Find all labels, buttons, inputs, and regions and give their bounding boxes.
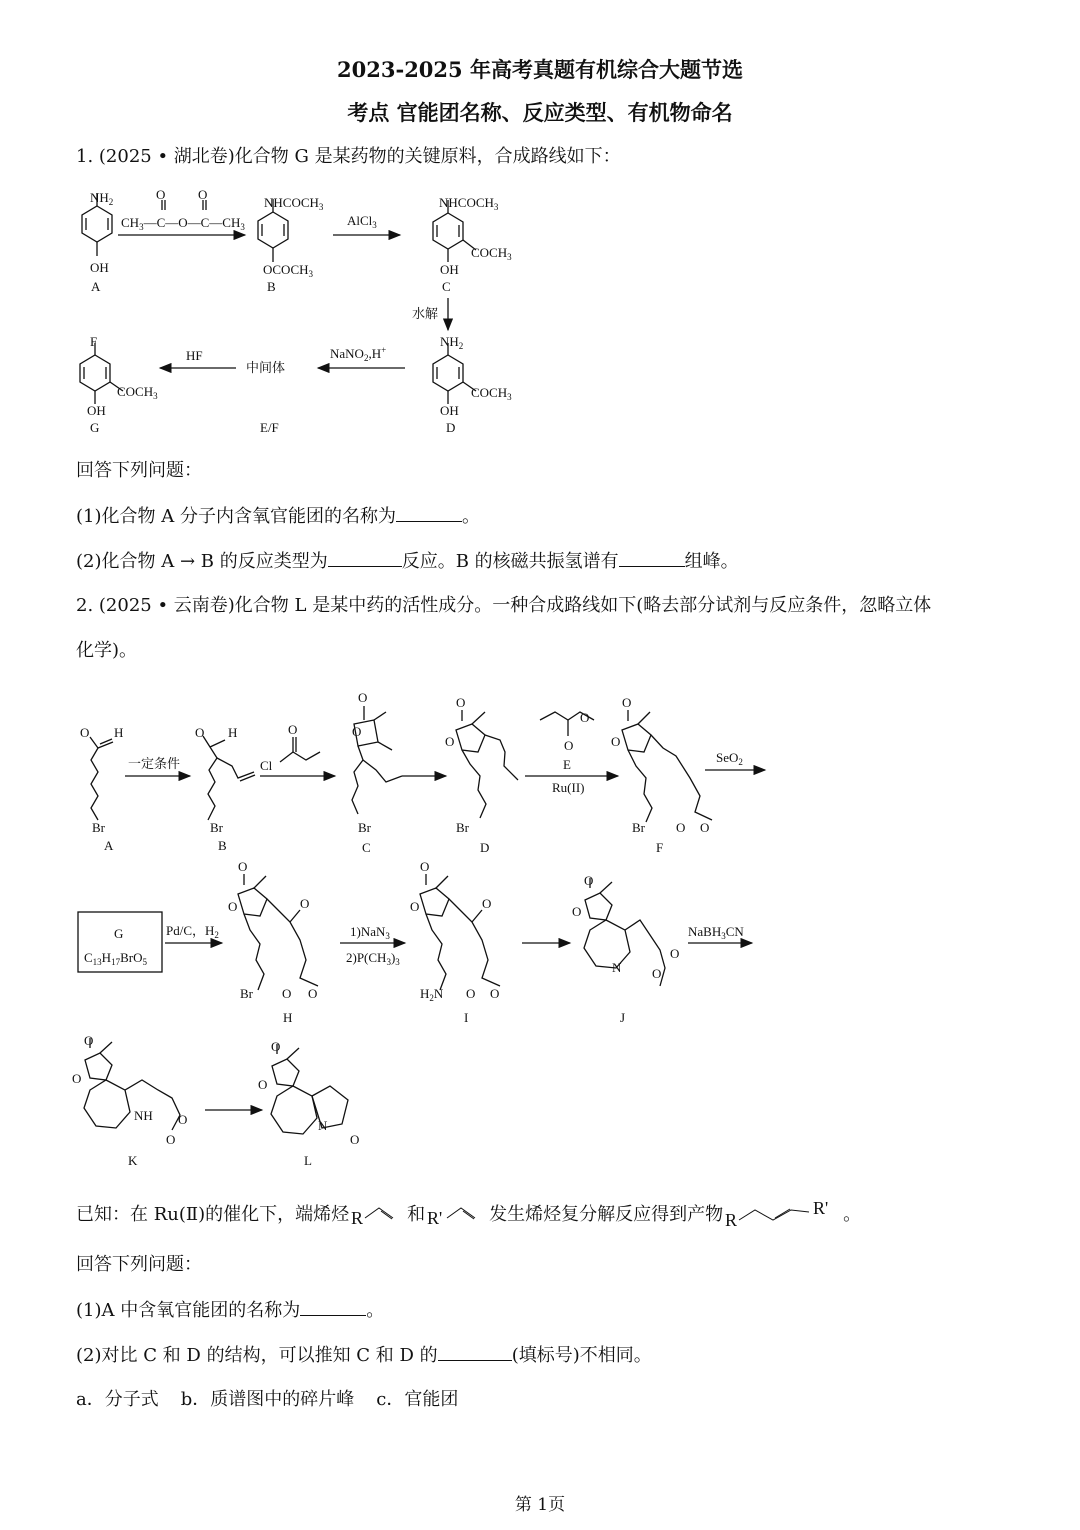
svg-text:COCH3: $COCH_3$ [471,245,512,262]
svg-text:O: O [670,946,680,961]
q2-stem-line-1: 2. (2025 • 云南卷)化合物 L 是某中药的活性成分。一种合成路线如下(略去部分试剂与反应条件，忽略立体 [76,595,932,616]
svg-text:O: O [456,695,466,710]
svg-text:O: O [611,734,621,749]
q2-stem-line-2: 化学)。 [76,640,138,661]
q2-label-i: I [464,1010,469,1025]
svg-text:O: O [572,904,582,919]
svg-text:O: O [580,710,590,725]
q2-label-b: B [218,838,227,853]
q2-label-d: D [480,840,490,855]
svg-text:Br: Br [456,820,469,835]
svg-text:O: O [420,859,430,874]
svg-text:OH: OH [440,403,459,418]
q2-question-1-text: (1)A 中含氧官能团的名称为 [76,1300,301,1321]
svg-text:COCH3: $COCH_3$ [471,385,512,402]
svg-text:O: O [72,1071,82,1086]
svg-text:O: O [652,966,662,981]
q1-label-g: G [90,420,100,435]
svg-text:O: O [358,690,368,705]
svg-text:O: O [676,820,686,835]
svg-text:1)NaN3: 1)NaN$_3$ [350,924,390,941]
svg-text:N: N [318,1118,328,1133]
svg-text:O: O [564,738,574,753]
q2-label-f: F [656,840,664,855]
q2-question-1 [76,1297,384,1324]
q2-question-1-end: 。 [366,1300,385,1321]
svg-text:H: H [228,725,238,740]
svg-text:NaNO2,H+: NaNO$_2$,H+ [330,345,387,363]
metathesis-product [723,1198,843,1232]
svg-text:Br: Br [632,820,645,835]
q1-question-2-text-a: (2)化合物 A → B 的反应类型为 [76,551,328,572]
q2-label-k: K [128,1153,138,1168]
svg-text:R: R [351,1208,364,1228]
q1-answer-intro: 回答下列问题： [76,460,202,481]
svg-text:O: O [308,986,318,1001]
svg-text:R': R' [813,1198,829,1218]
q1-label-c: C [442,279,451,294]
svg-text:NH: NH [134,1108,153,1123]
svg-text:OH: OH [87,403,106,418]
q2-g-name: G [114,926,124,941]
svg-text:O: O [166,1132,176,1147]
q1-reagent-fg: HF [186,348,203,363]
svg-text:H2N: $H_2N$ [420,986,444,1003]
svg-text:O: O [410,899,420,914]
terminal-alkene-r [349,1198,407,1232]
q1-label-b: B [267,279,276,294]
q2-label-a: A [104,838,114,853]
svg-text:F: F [90,334,98,349]
q1-question-1-end: 。 [461,506,480,527]
q1-reagent-cd: 水解 [412,306,439,321]
svg-text:O: O [271,1039,281,1054]
option-b[interactable]: b．质谱图中的碎片峰 [180,1389,355,1410]
q2-known-note [76,1198,861,1232]
q1-reagent-mid: 中间体 [246,360,286,375]
svg-text:2)P(CH3)3: $2)P(CH_3)_3$ [346,950,400,967]
option-a[interactable]: a．分子式 [76,1389,159,1410]
svg-text:Br: Br [210,820,223,835]
svg-text:O: O [195,725,205,740]
svg-text:O: O [258,1077,268,1092]
option-c[interactable]: c．官能团 [376,1389,459,1410]
svg-text:R': R' [427,1208,443,1228]
svg-text:O: O [622,695,632,710]
q2-options [76,1387,480,1413]
svg-text:Br: Br [92,820,105,835]
page-subtitle: 考点 官能团名称、反应类型、有机物命名 [347,100,733,125]
svg-text:O: O [700,820,710,835]
svg-text:H: H [114,725,124,740]
svg-text:Cl: Cl [260,758,273,773]
svg-text:O: O [350,1132,360,1147]
svg-text:R: R [725,1210,738,1230]
q2-reagent-ab: 一定条件 [128,756,181,771]
terminal-alkene-r-prime [425,1198,489,1232]
svg-text:SeO2: SeO$_2$ [716,750,743,767]
q2-question-2-end: (填标号)不相同。 [511,1345,652,1366]
q1-label-a: A [91,279,101,294]
q2-reagent-ru: Ru(II) [552,780,585,795]
svg-text:O: O [490,986,500,1001]
svg-text:O: O [445,734,455,749]
svg-text:O: O [238,859,248,874]
svg-text:OH: OH [440,262,459,277]
q1-label-ef: E/F [260,420,279,435]
svg-text:O: O [300,896,310,911]
svg-text:N: N [612,960,622,975]
svg-text:NHCOCH3: $NHCOCH_3$ [439,195,499,212]
svg-text:Br: Br [358,820,371,835]
q2-question-2 [76,1342,652,1369]
q2-reagent-e: E [563,757,571,772]
q1-question-1-text: (1)化合物 A 分子内含氧官能团的名称为 [76,506,396,527]
q2-label-c: C [362,840,371,855]
q2-label-j: J [620,1010,626,1025]
q1-label-d: D [446,420,456,435]
svg-text:C13H17BrO5: $C_{13}H_{17}BrO_5$ [84,950,147,967]
svg-text:O: O [198,187,208,202]
svg-text:O: O [288,722,298,737]
q1-stem: 1. (2025 • 湖北卷)化合物 G 是某药物的关键原料，合成路线如下： [76,146,621,167]
svg-text:Pd/C，H2: Pd/C，$H_2$ [166,923,219,940]
q1-question-2-text-b: 反应。B 的核磁共振氢谱有 [401,551,619,572]
q2-question-2-text: (2)对比 C 和 D 的结构，可以推知 C 和 D 的 [76,1345,438,1366]
q2-label-h: H [283,1010,293,1025]
svg-text:O: O [156,187,166,202]
svg-text:OCOCH3: $OCOCH_3$ [263,262,314,279]
q1-question-2-text-c: 组峰。 [684,551,739,572]
q2-label-l: L [304,1153,312,1168]
svg-text:OH: OH [90,260,109,275]
svg-text:O: O [352,724,362,739]
svg-text:COCH3: $COCH_3$ [117,384,158,401]
svg-text:NaBH3CN: NaBH$_3$CN [688,924,744,941]
page-title: 2023-2025 年高考真题有机综合大题节选 [337,57,743,82]
svg-text:CH3—C—O—C—CH3: $CH_3—C—O—C—CH_3$ [121,215,245,232]
svg-text:O: O [80,725,90,740]
svg-text:O: O [584,873,594,888]
svg-text:O: O [228,899,238,914]
svg-text:Br: Br [240,986,253,1001]
svg-text:O: O [178,1112,188,1127]
page-number: 第 1页 [514,1495,566,1515]
svg-text:NH2: $NH_2$ [90,190,114,207]
known-text-a: 已知：在 Ru(Ⅱ)的催化下，端烯烃 [76,1204,350,1225]
answer-blank[interactable] [300,1297,366,1316]
svg-text:O: O [282,986,292,1001]
svg-text:O: O [482,896,492,911]
svg-text:AlCl3: AlCl$_3$ [347,213,377,230]
svg-text:NHCOCH3: $NHCOCH_3$ [264,195,324,212]
known-text-b: 和 [407,1204,426,1225]
known-text-d: 。 [843,1204,862,1225]
q2-answer-intro: 回答下列问题： [76,1254,202,1275]
answer-blank[interactable] [438,1342,512,1361]
svg-text:NH2: $NH_2$ [440,334,464,351]
known-text-c: 发生烯烃复分解反应得到产物 [489,1204,724,1225]
svg-text:O: O [466,986,476,1001]
svg-text:O: O [84,1033,94,1048]
